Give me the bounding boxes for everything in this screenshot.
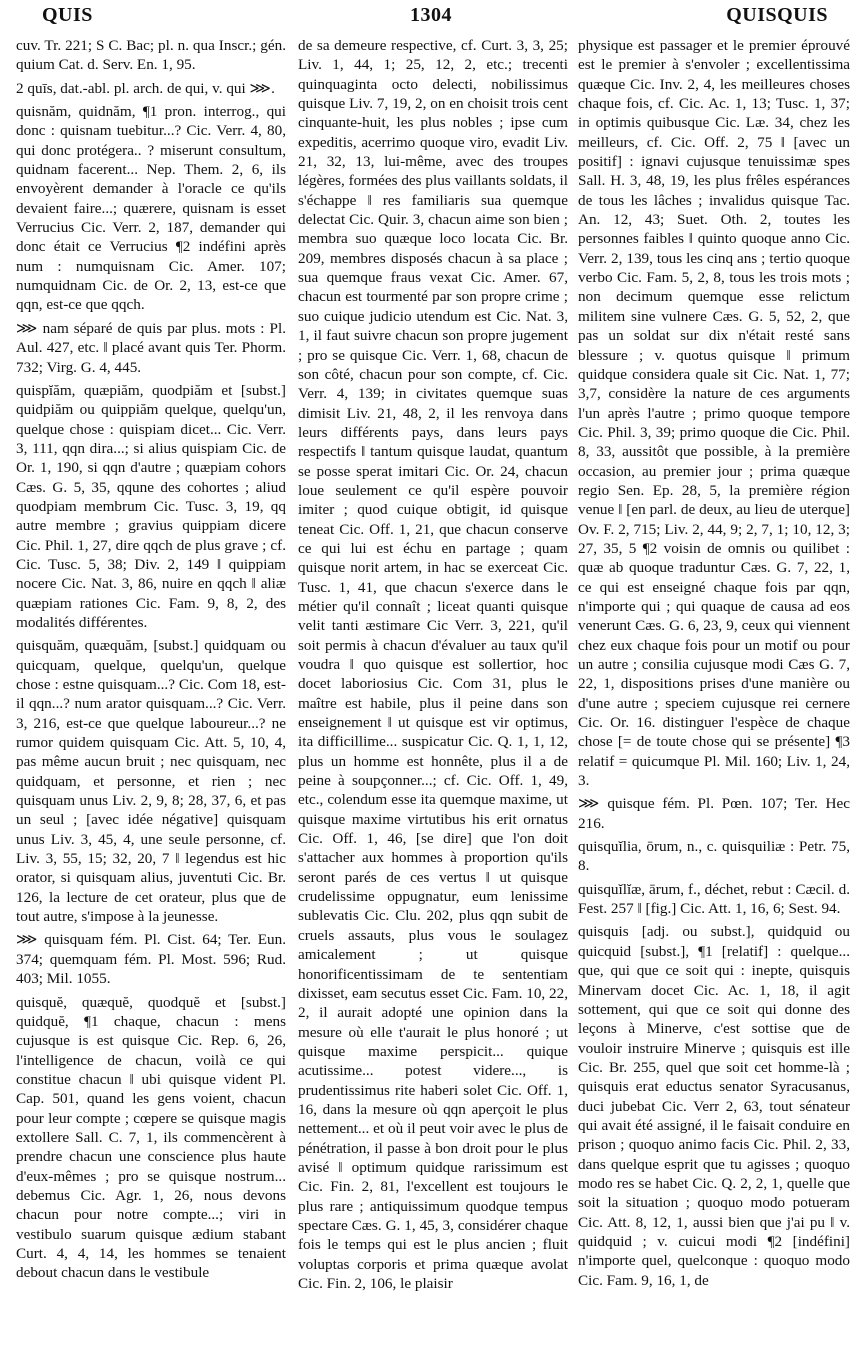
- entry-continuation: cuv. Tr. 221; S C. Bac; pl. n. qua Inscr.; gén. quium Cat. d. Serv. En. 1, 95.: [16, 37, 286, 74]
- entry-quisnam: quisnăm, quidnăm, ¶1 pron. interrog., qui donc : quisnam tuebitur...? Cic. Verr. 4, 80, qui donc protégera.. ? miserunt consultum, quidnam facerent... Nep. Them. 2, 6, ils envoyèrent demander à l'oracle ce qu'ils devaient faire...; quærere, quisnam is esset Verrucius Cic. Verr. 2, 187, demander qui donc était ce Verrucius ¶2 indéfini après num : numquisnam Cic. Amer. 107; numquidnam Cic. de Or. 2, 13, est-ce que qqn, est-ce que qqch.: [16, 103, 286, 314]
- page-header: [0, 4, 862, 32]
- column-right: [578, 36, 850, 1354]
- column-middle: [298, 36, 568, 1354]
- entry-quisquis: quisquis [adj. ou subst.], quidquid ou quicquid [subst.], ¶1 [relatif] : quelque... que, qui que ce soit qui : inepte, quisquis Minervam docet Cic. Ac. 1, 18, il agit sottement, qui que ce soit qui donne des leçons à Minerve, c'est sottise que de vouloir instruire Minerve ; quisquis est ille Cic. Br. 255, quel que soit cet homme-là ; quisquis erat eductus senator Syracusanus, duci jubebat Cic. Verr 2, 63, tout sénateur qui avait été assigné, il le faisait conduire en prison ; quoquo animo facis Cic. Phil. 2, 33, dans quelque esprit que tu agisses ; quoquo modo res se habet Cic. Q. 2, 2, 1, quelle que soit la situation ; quoquo modo potueram Cic. Att. 8, 12, 1, aussi bien que j'ai pu ‖ v. quidquid ; v. cuicui modi ¶2 [indéfini] n'importe quel, quelconque : quoquo modo Cic. Fam. 9, 16, 1, de: [578, 923, 850, 1289]
- running-head-left: QUIS: [42, 4, 93, 26]
- entry-quisque-end: physique est passager et le premier éprouvé est le premier à s'envoler ; excellentissima quæque Cic. Inv. 2, 4, les meilleures choses chaque fois, cf. Cic. Ac. 1, 13; Tusc. 1, 37; in optimis quibusque Cic. Læ. 34, chez les meilleurs, cf. Cic. Off. 2, 75 ‖ [avec un positif] : ignavi cujusque tenuissimæ spes Sall. H. 3, 48, 19, les plus frêles espérances de tous les lâches ; invalidus quisque Tac. An. 12, 43; Suet. Oth. 2, toutes les personnes faibles ‖ quinto quoque anno Cic. Verr. 2, 139, tous les cinq ans ; tertio quoque verbo Cic. Fam. 5, 2, 8, tous les trois mots ; non decimum quemque esse relictum militem sine vulnere Cæs. G. 5, 52, 2, que pas un soldat sur dix n'était resté sans blessure ; v. quotus quisque ‖ primum quidque considera quale sit Cic. Nat. 1, 77; 3,7, considère la nature de ces arguments l'un après l'autre ; primo quoque tempore Cic. Phil. 3, 39; primo quoque die Cic. Phil. 8, 33, aussitôt que possible, à la première occasion, au premier jour ; prima quæque regio Sen. Ep. 28, 5, la première région venue ‖ [en parl. de deux, au lieu de uterque] Ov. F. 2, 715; Liv. 2, 44, 9; 2, 7, 1; 10, 12, 3; 27, 35, 5 ¶2 voisin de omnis ou quilibet : quæ ab quoque traduntur Cæs. G. 7, 22, 1, ce qui est enseigné chaque fois par qqn, n'importe qui ; qui quaque de causa ad eos venerunt Cæs. G. 6, 23, 9, ceux qui viennent chez eux chaque fois pour un motif ou pour un autre ; consilia cujusque modi Cæs G. 7, 22, 1, dispositions prises d'une manière ou d'une autre ; speciem cujusque rei cernere Cic. Or. 16. distinguer l'espèce de chaque chose [= de toute chose qui se présente] ¶3 relatif = quicumque Pl. Mil. 160; Liv. 1, 24, 3.: [578, 37, 850, 790]
- running-head-right: QUISQUIS: [726, 4, 828, 26]
- entry-quisquam-note: ⋙ quisquam fém. Pl. Cist. 64; Ter. Eun. 374; quemquam fém. Pl. Most. 596; Rud. 403; Mil. 1055.: [16, 931, 286, 988]
- column-left: [16, 36, 286, 1354]
- entry-quisquilia: quisquĭlia, ōrum, n., c. quisquiliæ : Petr. 75, 8.: [578, 838, 850, 875]
- entry-quisque-continued: de sa demeure respective, cf. Curt. 3, 3, 25; Liv. 1, 44, 1; 25, 12, 2, etc.; trecenti quinquaginta octo delecti, nobilissimus quisque Liv. 7, 19, 2, on en choisit trois cent cinquante-huit, les plus nobles ; ipse cum expeditis, acerrimo quoque viro, evadit Liv. 21, 32, 13, lui-même, avec des troupes légères, formées des plus vaillants soldats, il s'échappe ‖ res familiaris sua quemque delectat Cic. Quir. 3, chacun aime son bien ; membra suo quæque loco locata Cic. Br. 209, membres disposés chacun à sa place ; sua quemque fraus vexat Cic. Amer. 67, chacun est tourmenté par son propre crime ; suo cuique judicio utendum est Cic. Nat. 3, 1, il faut suivre chacun son propre jugement ; pro se quisque Cic. Verr. 1, 68, chacun de son côté, chacun pour son compte, cf. Cic. Verr. 4, 139; in civitates quemque suas dimisit Liv. 21, 48, 2, il les renvoya dans leurs différents pays, dans leurs pays respectifs ‖ tantum quisque laudat, quantum se posse sperat imitari Cic. Or. 24, chacun loue seulement ce qu'il espère pouvoir imiter ; quod cuique obtigit, id quisque teneat Cic. Off. 1, 21, que chacun conserve ce qui lui est échu en partage ; quam quisque norit artem, in hac se exerceat Cic. Tusc. 1, 41, que chacun s'exerce dans le métier qu'il connaît ; liceat quanti quisque velit tanti æstimare Cic Verr. 3, 221, qu'il soit permis à chacun d'évaluer au taux qu'il voudra ‖ quo quisque est sollertior, hoc docet laboriosius Cic. Com 31, plus le maître est habile, plus il peine dans son enseignement ‖ ut quisque est vir optimus, ita difficillime... suspicatur Cic. Q. 1, 1, 12, plus un homme est honnête, plus il a de peine à soupçonner...; cf. Cic. Off. 1, 49, etc., colendum esse ita quemque maxime, ut quisque maxime virtutibus his erit ornatus Cic. Off. 1, 46, [se dire] que l'on doit s'attacher aux hommes à proportion qu'ils seront parés de ces vertus ‖ ut quisque crudelissime oppugnatur, eum lenissime sublevatis Cic. Clu. 202, plus qqn subit de cruels assauts, plus vous le soulagez amicalement ; ut quisque honorificentissimam de te sententiam dixisset, eam secutus esset Cic. Fam. 10, 22, 2, il aurait adopté une opinion dans la mesure où elle t'aurait le plus honoré ; ut quisque maxime perspicit... quique acutissime... potest videre..., is prudentissimus rite haberi solet Cic. Off. 1, 16, dans la mesure où qqn aperçoit le plus nettement... et où il peut voir avec le plus de pénétration, il passe à bon droit pour le plus avisé ‖ optimum quidque rarissimum est Cic. Fin. 2, 81, l'excellent est toujours le plus rare ; antiquissimum quodque tempus spectare Cæs. G. 1, 45, 3, considérer chaque fois le temps qui est le plus ancien ; fluit voluptas corporis et prima quæque avolat Cic. Fin. 2, 106, le plaisir: [298, 37, 568, 1292]
- entry-quisque-note: ⋙ quisque fém. Pl. Pœn. 107; Ter. Hec 216.: [578, 795, 850, 832]
- entry-quis-2: 2 quīs, dat.-abl. pl. arch. de qui, v. qui ⋙.: [16, 79, 275, 97]
- entry-quisquam: quisquăm, quæquăm, [subst.] quidquam ou quicquam, quelque, quelqu'un, quelque chose : estne quisquam...? Cic. Com 18, est-il qqn...? num arator quisquam...? Cic. Verr. 3, 216, est-ce que quelque laboureur...? ne rumor quidem quisquam Cic. Att. 5, 10, 4, pas même aucun bruit ; nec quisquam, nec quidquam, et personne, et rien ; nec quisquam unus Liv. 2, 9, 8; 28, 37, 6, et pas un seul ; [avec idée négative] quisquam unus Liv. 3, 45, 4, une seule personne, cf. Liv. 3, 55, 15; 32, 20, 7 ‖ legendus est hic orator, si quisquam alius, juventuti Cic. Br. 126, la lecture de cet orateur, plus que de tout autre, s'impose à la jeunesse.: [16, 637, 286, 926]
- entry-quispiam: quispĭăm, quæpiăm, quodpiăm et [subst.] quidpiăm ou quippiăm quelque, quelqu'un, quelque chose : quispiam dicet... Cic. Verr. 3, 111, qqn dira...; si alius quispiam Cic. de Or. 1, 190, si qqn d'autre ; quæpiam cohors Cæs. G. 5, 35, qqune des cohortes ; aliud quodpiam membrum Cic. Tusc. 3, 19, qq autre membre ; gravius quippiam dicere Cic. Phil. 1, 27, dire qqch de plus grave ; cf. Cic. Tusc. 5, 38; Div. 2, 149 ‖ quippiam nocere Cic. Nat. 3, 86, nuire en qqch ‖ aliæ quæpiam rationes Cic. Fam. 9, 8, 2, des modalités différentes.: [16, 381, 286, 631]
- page-number: 1304: [410, 4, 452, 26]
- entry-quisnam-note: ⋙ nam séparé de quis par plus. mots : Pl. Aul. 427, etc. ‖ placé avant quis Ter. Phorm. 732; Virg. G. 4, 445.: [16, 319, 286, 376]
- entry-quisque: quisquĕ, quæquĕ, quodquĕ et [subst.] quidquĕ, ¶1 chaque, chacun : mens cujusque is est quisque Cic. Rep. 6, 26, l'intelligence de chacun, voilà ce qui constitue chacun ‖ ubi quisque vident Pl. Cap. 501, quand les gens voient, chacun pour leur compte ; cœpere se quisque magis extollere Sall. C. 7, 1, ils commencèrent à prendre chacun une conscience plus haute d'eux-mêmes ; pro se quisque nostrum... debemus Cic. Agr. 1, 26, nous devons chacun pour notre compte...; viri in vestibulo suarum quisque ædium stabant Curt. 4, 4, 14, les hommes se tenaient debout chacun dans le vestibule: [16, 993, 286, 1282]
- entry-quisquiliae: quisquĭlĭæ, ārum, f., déchet, rebut : Cæcil. d. Fest. 257 ‖ [fig.] Cic. Att. 1, 16, 6; Sest. 94.: [578, 880, 850, 918]
